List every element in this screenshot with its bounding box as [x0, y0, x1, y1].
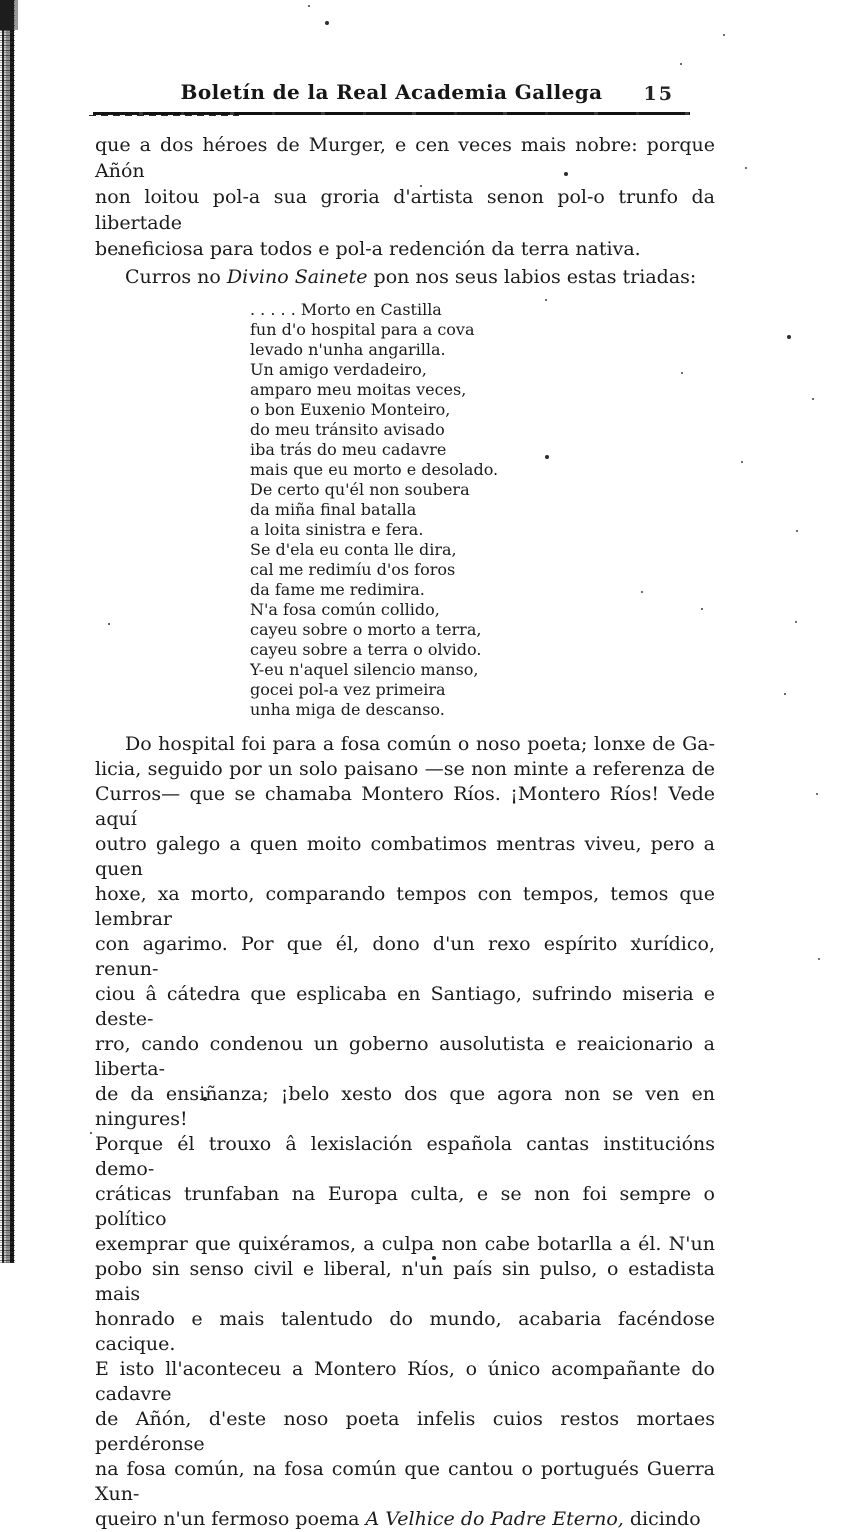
plain-text: cráticas trunfaban na Europa culta, e se non foi sempre o político [95, 1183, 715, 1230]
plain-text: De certo qu'él non soubera [250, 480, 470, 499]
text-line [95, 1032, 715, 1082]
plain-text: . . . . . Morto en Castilla [250, 300, 442, 319]
plain-text: do meu tránsito avisado [250, 420, 445, 439]
plain-text: da fame me redimira. [250, 580, 425, 599]
plain-text: de Añón, d'este noso poeta infelis cuios restos mortaes perdéronse [95, 1408, 715, 1455]
paragraph-main [95, 732, 715, 1532]
text-line [250, 680, 715, 700]
plain-text: beneficiosa para todos e pol-a redención da terra nativa. [95, 238, 641, 260]
plain-text: iba trás do meu cadavre [250, 440, 447, 459]
plain-text: non loitou pol-a sua groria d'artista senon pol-o trunfo da libertade [95, 186, 715, 234]
text-line [250, 440, 715, 460]
plain-text: cayeu sobre a terra o olvido. [250, 640, 482, 659]
page-content [95, 132, 715, 1532]
text-line [250, 300, 715, 320]
text-line [95, 1082, 715, 1132]
text-line [250, 460, 715, 480]
plain-text: honrado e mais talentudo do mundo, acabaria facéndose cacique. [95, 1308, 715, 1355]
text-line [250, 340, 715, 360]
plain-text: gocei pol-a vez primeira [250, 680, 446, 699]
text-line [250, 580, 715, 600]
plain-text: levado n'unha angarilla. [250, 340, 446, 359]
plain-text: o bon Euxenio Monteiro, [250, 400, 451, 419]
page-number: 15 [643, 83, 674, 105]
header-rule [93, 112, 690, 115]
text-line [95, 1307, 715, 1357]
plain-text: rro, cando condenou un goberno ausolutista e reaicionario a liberta- [95, 1033, 715, 1080]
text-line [95, 264, 715, 290]
text-line [95, 757, 715, 782]
text-line [95, 1507, 715, 1532]
plain-text: amparo meu moitas veces, [250, 380, 467, 399]
plain-text: Un amigo verdadeiro, [250, 360, 427, 379]
plain-text: E isto ll'aconteceu a Montero Ríos, o único acompañante do cadavre [95, 1358, 715, 1405]
poem-introduction [95, 264, 715, 290]
text-line [95, 982, 715, 1032]
text-line [250, 540, 715, 560]
plain-text: N'a fosa común collido, [250, 600, 440, 619]
text-line [250, 520, 715, 540]
plain-text: ciou â cátedra que esplicaba en Santiago, sufrindo miseria e deste- [95, 983, 715, 1030]
text-line [95, 132, 715, 184]
plain-text: pon nos seus labios estas triadas: [367, 266, 697, 288]
plain-text: mais que eu morto e desolado. [250, 460, 499, 479]
poem-block [250, 300, 715, 720]
plain-text: licia, seguido por un solo paisano —se non minte a referenza de [95, 758, 715, 780]
paragraph-continuation [95, 132, 715, 262]
text-line [250, 400, 715, 420]
binding-shadow [0, 0, 15, 1263]
plain-text: exemprar que quixéramos, a culpa non cabe botarlla a él. N'un [95, 1233, 715, 1255]
text-line [250, 360, 715, 380]
text-line [250, 480, 715, 500]
italic-text: A Velhice do Padre Eterno, [365, 1508, 624, 1530]
text-line [250, 500, 715, 520]
text-line [95, 882, 715, 932]
text-line [250, 420, 715, 440]
text-line [95, 782, 715, 832]
plain-text: queiro n'un fermoso poema [95, 1508, 366, 1530]
plain-text: dicindo [623, 1508, 701, 1530]
plain-text: Se d'ela eu conta lle dira, [250, 540, 457, 559]
plain-text: na fosa común, na fosa común que cantou o portugués Guerra Xun- [95, 1458, 715, 1505]
plain-text: unha miga de descanso. [250, 700, 445, 719]
scan-noise [0, 0, 2, 2]
plain-text: que a dos héroes de Murger, e cen veces mais nobre: porque Añón [95, 134, 715, 182]
text-line [250, 620, 715, 640]
text-line [95, 932, 715, 982]
plain-text: outro galego a quen moito combatimos mentras viveu, pero a quen [95, 833, 715, 880]
plain-text: Curros no [125, 266, 227, 288]
plain-text: pobo sin senso civil e liberal, n'un país sin pulso, o estadista mais [95, 1258, 715, 1305]
text-line [95, 832, 715, 882]
text-line [95, 236, 715, 262]
text-line [95, 1457, 715, 1507]
text-line [95, 1407, 715, 1457]
text-line [250, 560, 715, 580]
journal-title: Boletín de la Real Academia Gallega [180, 80, 603, 104]
plain-text: Curros— que se chamaba Montero Ríos. ¡Montero Ríos! Vede aquí [95, 783, 715, 830]
page-header [93, 80, 690, 110]
italic-text: Divino Sainete [226, 266, 368, 288]
text-line [250, 660, 715, 680]
plain-text: fun d'o hospital para a cova [250, 320, 475, 339]
text-line [250, 640, 715, 660]
text-line [250, 380, 715, 400]
plain-text: de da ensiñanza; ¡belo xesto dos que agora non se ven en ningures! [95, 1083, 715, 1130]
text-line [95, 1257, 715, 1307]
text-line [250, 600, 715, 620]
text-line [95, 184, 715, 236]
plain-text: a loita sinistra e fera. [250, 520, 424, 539]
plain-text: da miña final batalla [250, 500, 417, 519]
text-line [95, 1357, 715, 1407]
text-line [95, 1132, 715, 1182]
plain-text: Y-eu n'aquel silencio manso, [250, 660, 479, 679]
text-line [250, 700, 715, 720]
text-line [95, 1182, 715, 1232]
text-line [95, 1232, 715, 1257]
plain-text: con agarimo. Por que él, dono d'un rexo espírito xurídico, renun- [95, 933, 715, 980]
text-line [250, 320, 715, 340]
plain-text: cal me redimíu d'os foros [250, 560, 456, 579]
plain-text: cayeu sobre o morto a terra, [250, 620, 482, 639]
plain-text: Do hospital foi para a fosa común o noso poeta; lonxe de Ga- [125, 733, 715, 755]
plain-text: hoxe, xa morto, comparando tempos con tempos, temos que lembrar [95, 883, 715, 930]
plain-text: Porque él trouxo â lexislación española cantas institucións demo- [95, 1133, 715, 1180]
text-line [95, 732, 715, 757]
